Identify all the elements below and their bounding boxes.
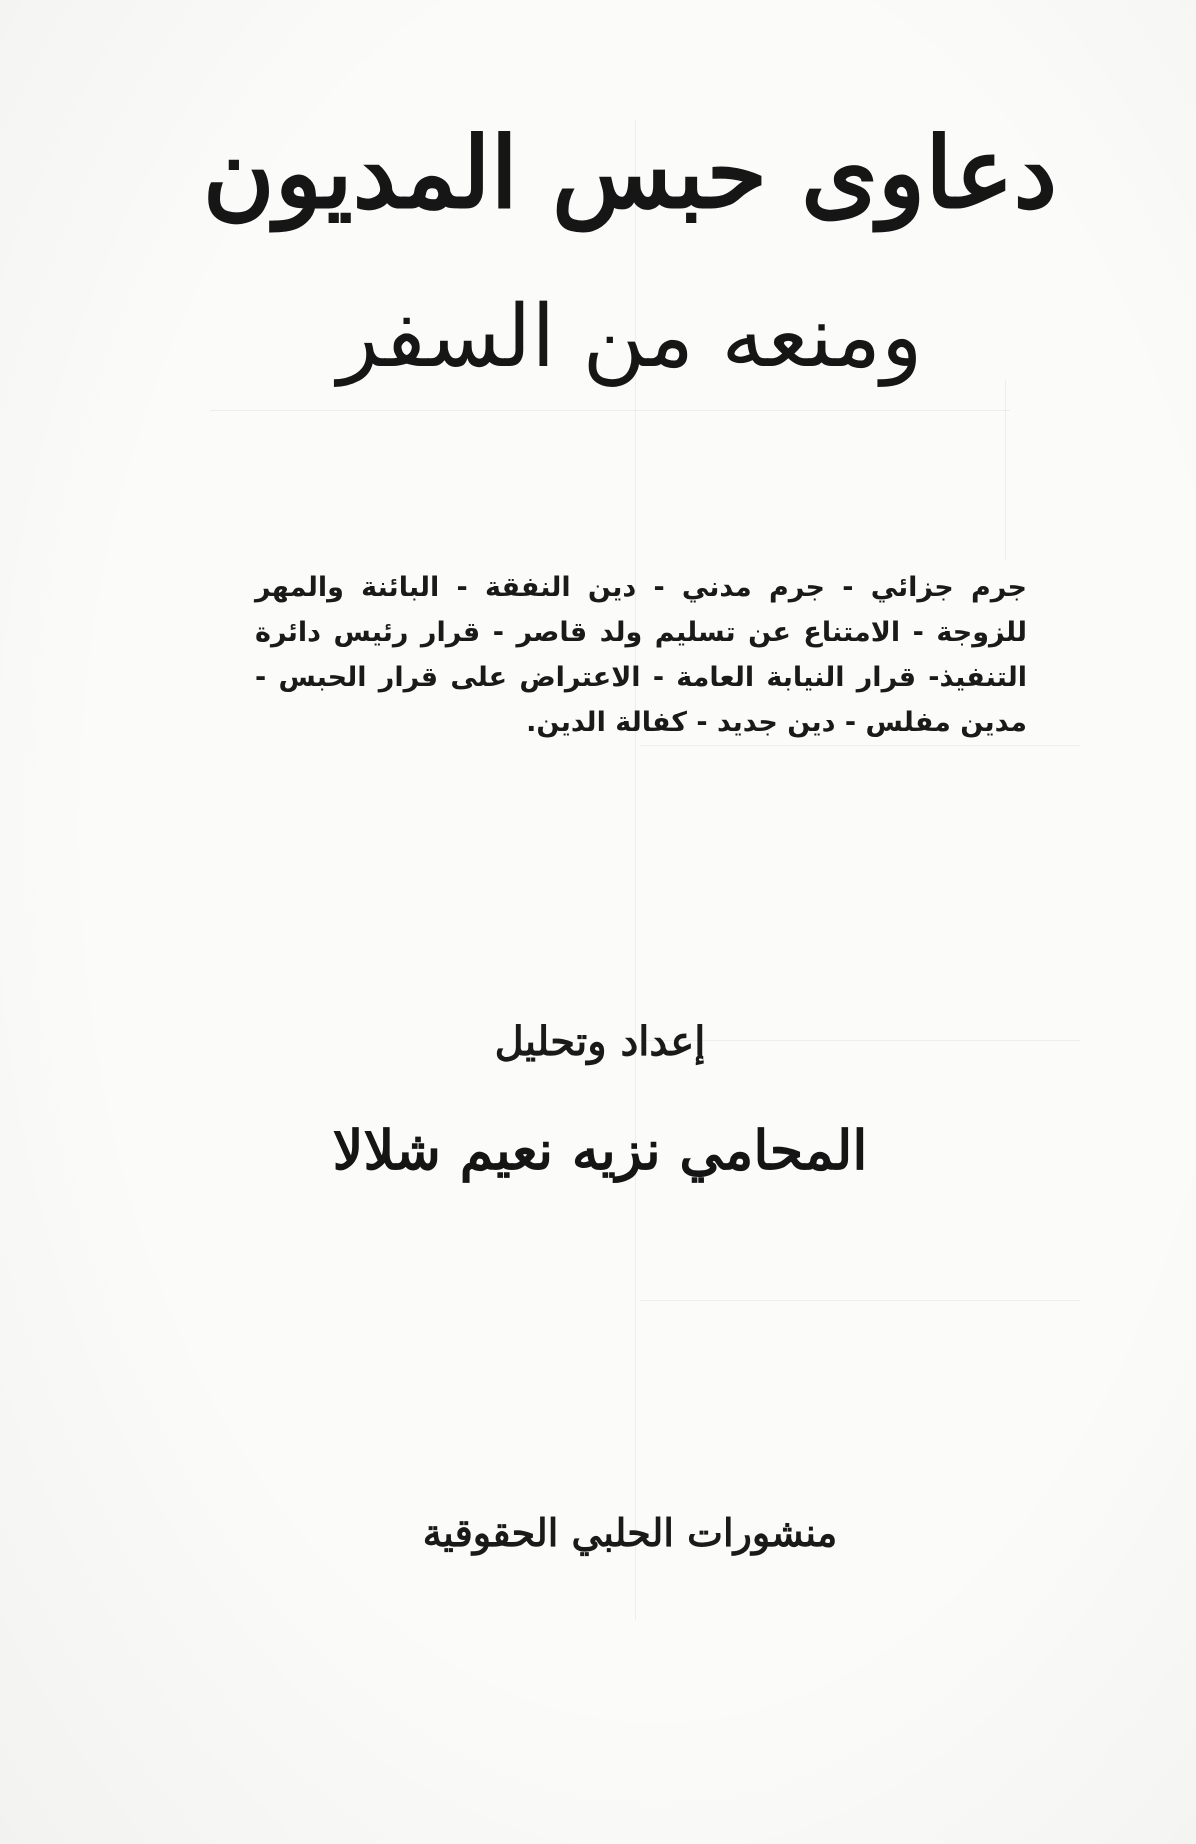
bleed-through-vertical-line xyxy=(1005,380,1006,560)
preparation-label: إعداد وتحليل xyxy=(494,1018,706,1065)
bleed-through-rule xyxy=(210,410,1010,411)
bleed-through-rule xyxy=(640,745,1080,746)
book-title-line-1: دعاوى حبس المديون xyxy=(202,116,1058,231)
book-subtitle-topics: جرم جزائي - جرم مدني - دين النفقة - البائنة والمهر للزوجة - الامتناع عن تسليم ولد قاصر - قرار رئيس دائرة التنفيذ- قرار النيابة العامة - الاعتراض على قرار الحبس - مدين مفلس - دين جديد - كفالة الدين. xyxy=(255,572,1027,738)
bleed-through-rule xyxy=(640,1300,1080,1301)
book-title-line-2: ومنعه من السفر xyxy=(337,287,923,387)
author-name: المحامي نزيه نعيم شلالا xyxy=(332,1118,868,1182)
publisher-name: منشورات الحلبي الحقوقية xyxy=(422,1510,838,1555)
